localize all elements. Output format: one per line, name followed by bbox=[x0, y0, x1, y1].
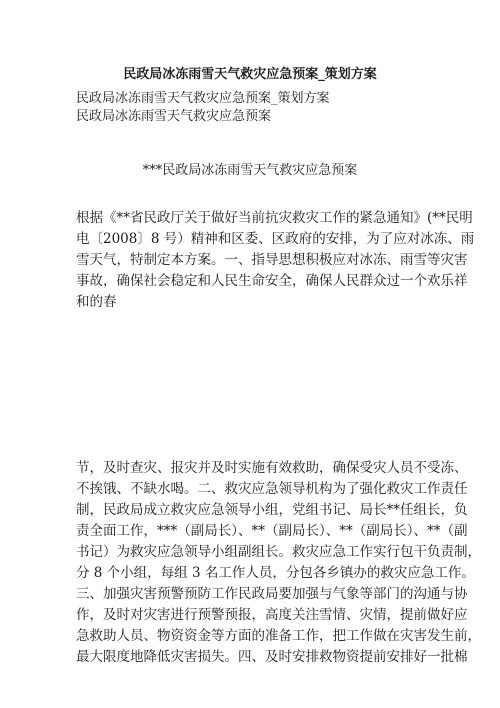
paragraph-line: 三、加强灾害预警预防工作民政局要加强与气象等部门的沟通与协 bbox=[76, 586, 468, 602]
paragraph-2 bbox=[76, 458, 481, 668]
subtitle-line: 民政局冰冻雨雪天气救灾应急预案_策划方案 bbox=[76, 91, 330, 106]
plan-heading: ***民政局冰冻雨雪天气救灾应急预案 bbox=[142, 163, 358, 178]
paragraph-1 bbox=[76, 208, 475, 313]
paragraph-line: 节，及时查灾、报灾并及时实施有效救助，确保受灾人员不受冻、 bbox=[76, 460, 468, 476]
paragraph-line: 不挨饿、不缺水喝。二、救灾应急领导机构为了强化救灾工作责任 bbox=[76, 481, 468, 497]
paragraph-line: 分 8 个小组，每组 3 名工作人员，分包各乡镇办的救灾应急工作。 bbox=[76, 565, 475, 581]
paragraph-line: 根据《**省民政厅关于做好当前抗灾救灾工作的紧急通知》(**民明 bbox=[76, 210, 473, 226]
paragraph-line: 书记）为救灾应急领导小组副组长。救灾应急工作实行包干负责制， bbox=[76, 544, 481, 560]
subtitle-line: 民政局冰冻雨雪天气救灾应急预案 bbox=[76, 109, 272, 124]
document-title: 民政局冰冻雨雪天气救灾应急预案_策划方案 bbox=[123, 67, 377, 82]
paragraph-line: 责全面工作，***（副局长）、**（副局长）、**（副局长）、**（副 bbox=[76, 523, 468, 539]
paragraph-line: 电〔2008〕8 号）精神和区委、区政府的安排，为了应对冰冻、雨 bbox=[76, 231, 475, 247]
paragraph-line: 急救助人员、物资资金等方面的准备工作，把工作做在灾害发生前， bbox=[76, 628, 481, 644]
paragraph-line: 最大限度地降低灾害损失。四、及时安排救物资提前安排好一批棉 bbox=[76, 649, 468, 665]
paragraph-line: 事故，确保社会稳定和人民生命安全，确保人民群众过一个欢乐祥 bbox=[76, 273, 468, 289]
paragraph-line: 制，民政局成立救灾应急领导小组，党组书记、局长**任组长，负 bbox=[76, 502, 468, 518]
paragraph-line: 作，及时对灾害进行预警预报，高度关注雪情、灾情，提前做好应 bbox=[76, 607, 468, 623]
paragraph-line: 和的春 bbox=[76, 294, 117, 310]
paragraph-line: 雪天气，特制定本方案。一、指导思想积极应对冰冻、雨雪等灾害 bbox=[76, 252, 468, 268]
